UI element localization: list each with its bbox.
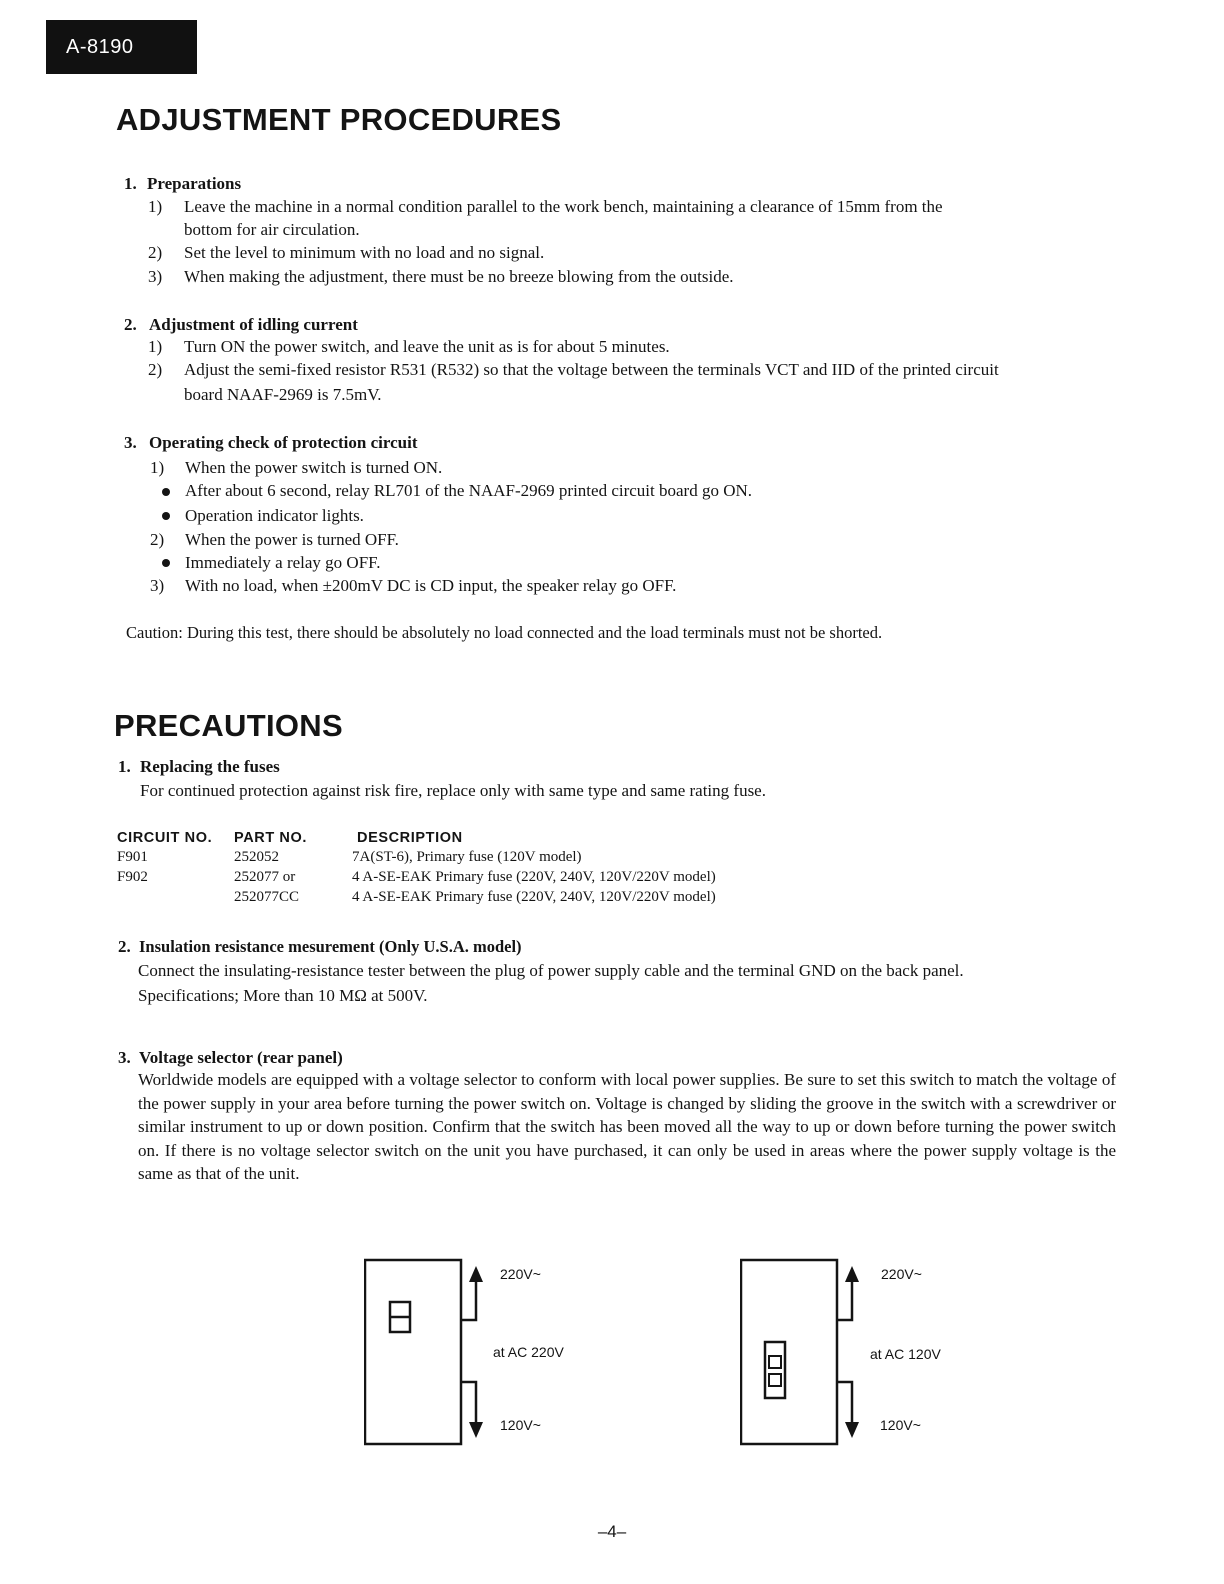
item-text: Set the level to minimum with no load and no signal. <box>184 243 545 262</box>
table-cell: 252077CC <box>234 889 300 905</box>
table-cell: 4 A-SE-EAK Primary fuse (220V, 240V, 120V/220V model) <box>352 889 716 905</box>
section-title-protection-circuit: Operating check of protection circuit <box>149 433 418 452</box>
table-header-description: DESCRIPTION <box>357 830 463 846</box>
voltage-selector-diagram-120v <box>740 1258 880 1453</box>
label-at-ac: at AC 220V <box>493 1344 564 1360</box>
table-header-part: PART NO. <box>234 830 308 846</box>
table-cell: 4 A-SE-EAK Primary fuse (220V, 240V, 120V/220V model) <box>352 869 716 885</box>
label-120v-down: 120V~ <box>500 1417 541 1433</box>
item-number: 2) <box>150 530 165 549</box>
item-number: 1) <box>148 197 163 216</box>
voltage-selector-paragraph: Worldwide models are equipped with a voltage selector to conform with local power supplies. Be sure to set this switch to match the voltage of the power supply in your area before turning the power switch on. Voltage is changed by sliding the groove in the switch with a screwdriver or similar instrument to up or down position. Confirm that the switch has been moved all the way to up or down before turning the power switch on. If there is no voltage selector switch on the unit you have purchased, it can only be used in areas where the power supply voltage is the same as that of the unit. <box>138 1070 1116 1184</box>
section-title-idling-current: Adjustment of idling current <box>149 315 358 334</box>
item-text: Leave the machine in a normal condition parallel to the work bench, maintaining a clearance of 15mm from the <box>184 197 943 216</box>
item-text: When the power switch is turned ON. <box>185 458 443 477</box>
section-number: 3. <box>124 433 137 452</box>
table-cell: F901 <box>117 849 148 865</box>
switch-diagram-icon <box>364 1258 504 1448</box>
bullet-text: Operation indicator lights. <box>185 506 364 525</box>
item-text: Turn ON the power switch, and leave the unit as is for about 5 minutes. <box>184 337 670 356</box>
label-220v-up: 220V~ <box>500 1266 541 1282</box>
table-cell: 252077 or <box>234 869 296 885</box>
bullet-icon <box>162 559 170 567</box>
page-number: –4– <box>597 1522 627 1541</box>
section-text: Specifications; More than 10 MΩ at 500V. <box>138 986 428 1005</box>
section-title-insulation: Insulation resistance mesurement (Only U.S.A. model) <box>139 937 522 956</box>
section-number: 2. <box>118 937 131 956</box>
section-number: 1. <box>118 757 131 776</box>
label-120v-down: 120V~ <box>880 1417 921 1433</box>
section-title-preparations: Preparations <box>147 174 242 193</box>
item-number: 1) <box>148 337 163 356</box>
table-cell: F902 <box>117 869 148 885</box>
section-number: 1. <box>124 174 137 193</box>
item-text: When making the adjustment, there must be no breeze blowing from the outside. <box>184 267 734 286</box>
item-text: Adjust the semi-fixed resistor R531 (R532) so that the voltage between the terminals VCT and IID of the printed circuit <box>184 360 999 379</box>
model-tag: A-8190 <box>46 20 197 74</box>
section-number: 2. <box>124 315 137 334</box>
item-number: 2) <box>148 243 163 262</box>
item-number: 1) <box>150 458 165 477</box>
section-text: For continued protection against risk fire, replace only with same type and same rating fuse. <box>140 781 766 800</box>
item-number: 2) <box>148 360 163 379</box>
item-text: bottom for air circulation. <box>184 220 360 239</box>
item-text: board NAAF-2969 is 7.5mV. <box>184 385 382 404</box>
voltage-selector-diagram-220v <box>364 1258 504 1453</box>
precautions-title: PRECAUTIONS <box>114 708 343 743</box>
section-title-fuses: Replacing the fuses <box>140 757 280 776</box>
item-text: When the power is turned OFF. <box>185 530 399 549</box>
section-text: Connect the insulating-resistance tester between the plug of power supply cable and the terminal GND on the back panel. <box>138 961 964 980</box>
section-number: 3. <box>118 1048 131 1067</box>
switch-diagram-icon <box>740 1258 880 1448</box>
bullet-text: Immediately a relay go OFF. <box>185 553 381 572</box>
bullet-icon <box>162 512 170 520</box>
adjustment-title: ADJUSTMENT PROCEDURES <box>116 102 562 137</box>
bullet-text: After about 6 second, relay RL701 of the NAAF-2969 printed circuit board go ON. <box>185 481 753 500</box>
item-text: With no load, when ±200mV DC is CD input, the speaker relay go OFF. <box>185 576 677 595</box>
caution-note: Caution: During this test, there should be absolutely no load connected and the load terminals must not be shorted. <box>126 623 883 642</box>
label-at-ac: at AC 120V <box>870 1346 941 1362</box>
table-cell: 252052 <box>234 849 279 865</box>
bullet-icon <box>162 488 170 496</box>
section-title-voltage-selector: Voltage selector (rear panel) <box>139 1048 343 1067</box>
table-header-circuit: CIRCUIT NO. <box>117 830 213 846</box>
item-number: 3) <box>150 576 165 595</box>
table-cell: 7A(ST-6), Primary fuse (120V model) <box>352 849 582 865</box>
label-220v-up: 220V~ <box>881 1266 922 1282</box>
item-number: 3) <box>148 267 163 286</box>
